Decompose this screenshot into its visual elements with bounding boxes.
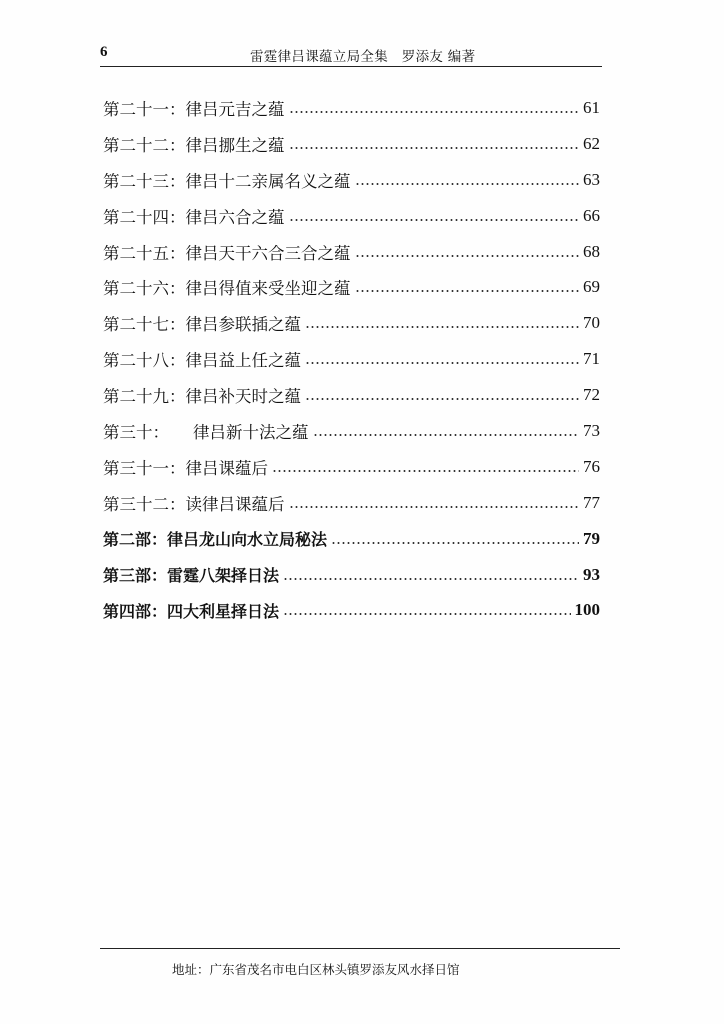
toc-entry-label: 律吕六合之蕴 bbox=[185, 207, 285, 227]
toc-entry-page: 100 bbox=[574, 600, 600, 620]
toc-entry-number: 第三部： bbox=[103, 566, 168, 586]
toc-entry[interactable] bbox=[103, 485, 600, 521]
toc-entry[interactable] bbox=[103, 341, 600, 377]
toc-entry-label: 雷霆八架择日法 bbox=[167, 566, 280, 586]
dot-leader bbox=[313, 434, 580, 436]
footer-rule bbox=[100, 948, 620, 949]
toc-entry-number: 第二十八： bbox=[103, 351, 186, 371]
dot-leader bbox=[289, 219, 580, 221]
page-number: 6 bbox=[100, 44, 108, 60]
dot-leader bbox=[305, 398, 579, 400]
book-title: 雷霆律吕课蕴立局全集 罗添友 编著 bbox=[250, 49, 476, 65]
dot-leader bbox=[289, 111, 580, 113]
toc-entry-page: 62 bbox=[583, 133, 600, 153]
toc-entry-page: 71 bbox=[583, 349, 600, 369]
table-of-contents bbox=[103, 90, 600, 628]
toc-entry-label: 律吕十二亲属名义之蕴 bbox=[185, 171, 351, 191]
dot-leader bbox=[305, 326, 579, 328]
toc-entry-number: 第三十： bbox=[103, 422, 169, 442]
toc-entry-number: 第二十六： bbox=[103, 279, 186, 299]
toc-entry-label: 律吕天干六合三合之蕴 bbox=[185, 243, 351, 263]
toc-entry-number: 第二十七： bbox=[103, 315, 186, 335]
toc-entry-label: 读律吕课蕴后 bbox=[185, 494, 285, 514]
dot-leader bbox=[331, 542, 579, 544]
dot-leader bbox=[355, 255, 580, 257]
toc-entry-number: 第四部： bbox=[103, 601, 168, 621]
toc-entry-label: 四大利星择日法 bbox=[167, 601, 280, 621]
toc-part-entry[interactable] bbox=[103, 592, 600, 628]
toc-entry-label: 律吕挪生之蕴 bbox=[185, 135, 285, 155]
toc-entry[interactable] bbox=[103, 198, 600, 234]
toc-entry-number: 第三十一： bbox=[103, 458, 186, 478]
toc-entry[interactable] bbox=[103, 90, 600, 126]
toc-entry[interactable] bbox=[103, 305, 600, 341]
dot-leader bbox=[355, 290, 580, 292]
toc-entry[interactable] bbox=[103, 377, 600, 413]
toc-entry-label: 律吕新十法之蕴 bbox=[193, 422, 309, 442]
toc-entry-page: 76 bbox=[583, 456, 600, 476]
toc-entry-number: 第二十九： bbox=[103, 387, 186, 407]
dot-leader bbox=[355, 183, 580, 185]
toc-part-entry[interactable] bbox=[103, 521, 600, 557]
toc-entry-number: 第二十一： bbox=[103, 99, 186, 119]
toc-entry-page: 61 bbox=[583, 97, 600, 117]
toc-entry[interactable] bbox=[103, 413, 600, 449]
toc-entry-number: 第二十三： bbox=[103, 171, 186, 191]
dot-leader bbox=[289, 506, 580, 508]
toc-entry-label: 律吕益上任之蕴 bbox=[185, 351, 301, 371]
dot-leader bbox=[283, 613, 570, 615]
toc-entry-number: 第二十五： bbox=[103, 243, 186, 263]
toc-entry-number: 第二十二： bbox=[103, 135, 186, 155]
dot-leader bbox=[272, 470, 579, 472]
dot-leader bbox=[305, 362, 579, 364]
toc-entry-page: 72 bbox=[583, 385, 600, 405]
dot-leader bbox=[289, 147, 580, 149]
toc-entry-label: 律吕龙山向水立局秘法 bbox=[167, 530, 328, 550]
toc-entry-page: 63 bbox=[583, 169, 600, 189]
toc-entry-label: 律吕补天时之蕴 bbox=[185, 387, 301, 407]
toc-entry[interactable] bbox=[103, 162, 600, 198]
toc-entry-number: 第二十四： bbox=[103, 207, 186, 227]
toc-entry-page: 68 bbox=[583, 241, 600, 261]
toc-entry-page: 77 bbox=[583, 492, 600, 512]
running-header bbox=[100, 42, 602, 67]
toc-entry-number: 第二部： bbox=[103, 530, 168, 550]
toc-entry-label: 律吕元吉之蕴 bbox=[185, 99, 285, 119]
toc-entry-page: 66 bbox=[583, 205, 600, 225]
toc-entry[interactable] bbox=[103, 126, 600, 162]
dot-leader bbox=[283, 578, 579, 580]
toc-entry[interactable] bbox=[103, 449, 600, 485]
toc-part-entry[interactable] bbox=[103, 557, 600, 593]
toc-entry-label: 律吕课蕴后 bbox=[185, 458, 268, 478]
toc-entry-page: 79 bbox=[583, 528, 600, 548]
toc-entry-page: 70 bbox=[583, 313, 600, 333]
toc-entry-number: 第三十二： bbox=[103, 494, 186, 514]
toc-entry[interactable] bbox=[103, 234, 600, 270]
toc-entry-page: 73 bbox=[583, 420, 600, 440]
footer-address: 地址：广东省茂名市电白区林头镇罗添友风水择日馆 bbox=[172, 962, 460, 977]
toc-entry-page: 69 bbox=[583, 277, 600, 297]
toc-entry-label: 律吕得值来受坐迎之蕴 bbox=[185, 279, 351, 299]
toc-entry-label: 律吕参联插之蕴 bbox=[185, 315, 301, 335]
toc-entry[interactable] bbox=[103, 269, 600, 305]
toc-entry-page: 93 bbox=[583, 564, 600, 584]
